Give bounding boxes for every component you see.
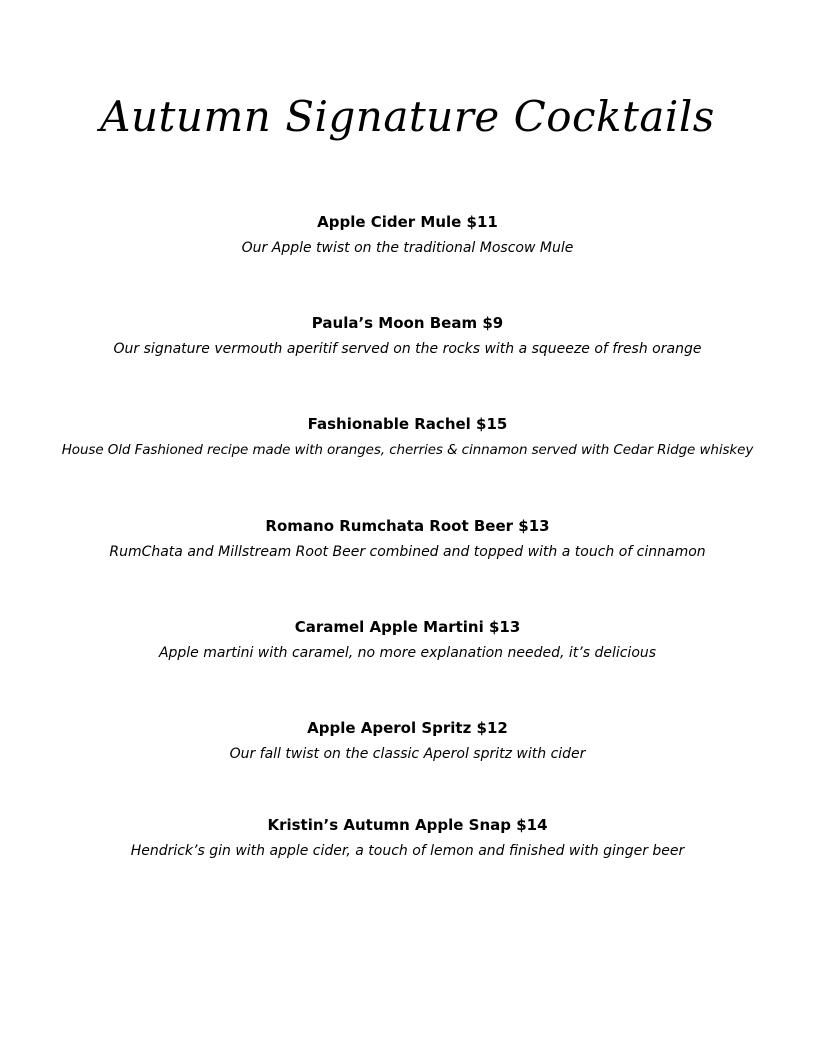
menu-item-name: Romano Rumchata Root Beer $13 [265,517,550,535]
menu-item-description: Our fall twist on the classic Aperol spritz with cider [229,746,586,762]
menu-item-description: Our signature vermouth aperitif served on the rocks with a squeeze of fresh orange [113,341,702,357]
menu-item [0,313,815,359]
menu-item [0,617,815,663]
menu-item-name: Paula’s Moon Beam $9 [311,314,504,332]
menu-item [0,212,815,258]
menu-item-description: House Old Fashioned recipe made with oranges, cherries & cinnamon served with Cedar Ridge whiskey [61,442,754,458]
menu-item-name: Apple Aperol Spritz $12 [307,719,508,737]
menu-item-name: Fashionable Rachel $15 [307,415,508,433]
menu-item-name: Caramel Apple Martini $13 [294,618,521,636]
menu-item-description: Apple martini with caramel, no more explanation needed, it’s delicious [158,645,657,661]
menu-item-description: Hendrick’s gin with apple cider, a touch of lemon and finished with ginger beer [130,843,685,859]
menu-item-name: Kristin’s Autumn Apple Snap $14 [267,816,548,834]
menu-item [0,516,815,562]
menu-item-description: Our Apple twist on the traditional Moscow Mule [241,240,574,256]
menu-item [0,815,815,861]
menu-item [0,414,815,460]
menu-item [0,718,815,764]
menu-title: Autumn Signature Cocktails [100,92,715,141]
menu-item-name: Apple Cider Mule $11 [317,213,498,231]
menu-item-description: RumChata and Millstream Root Beer combined and topped with a touch of cinnamon [109,544,706,560]
